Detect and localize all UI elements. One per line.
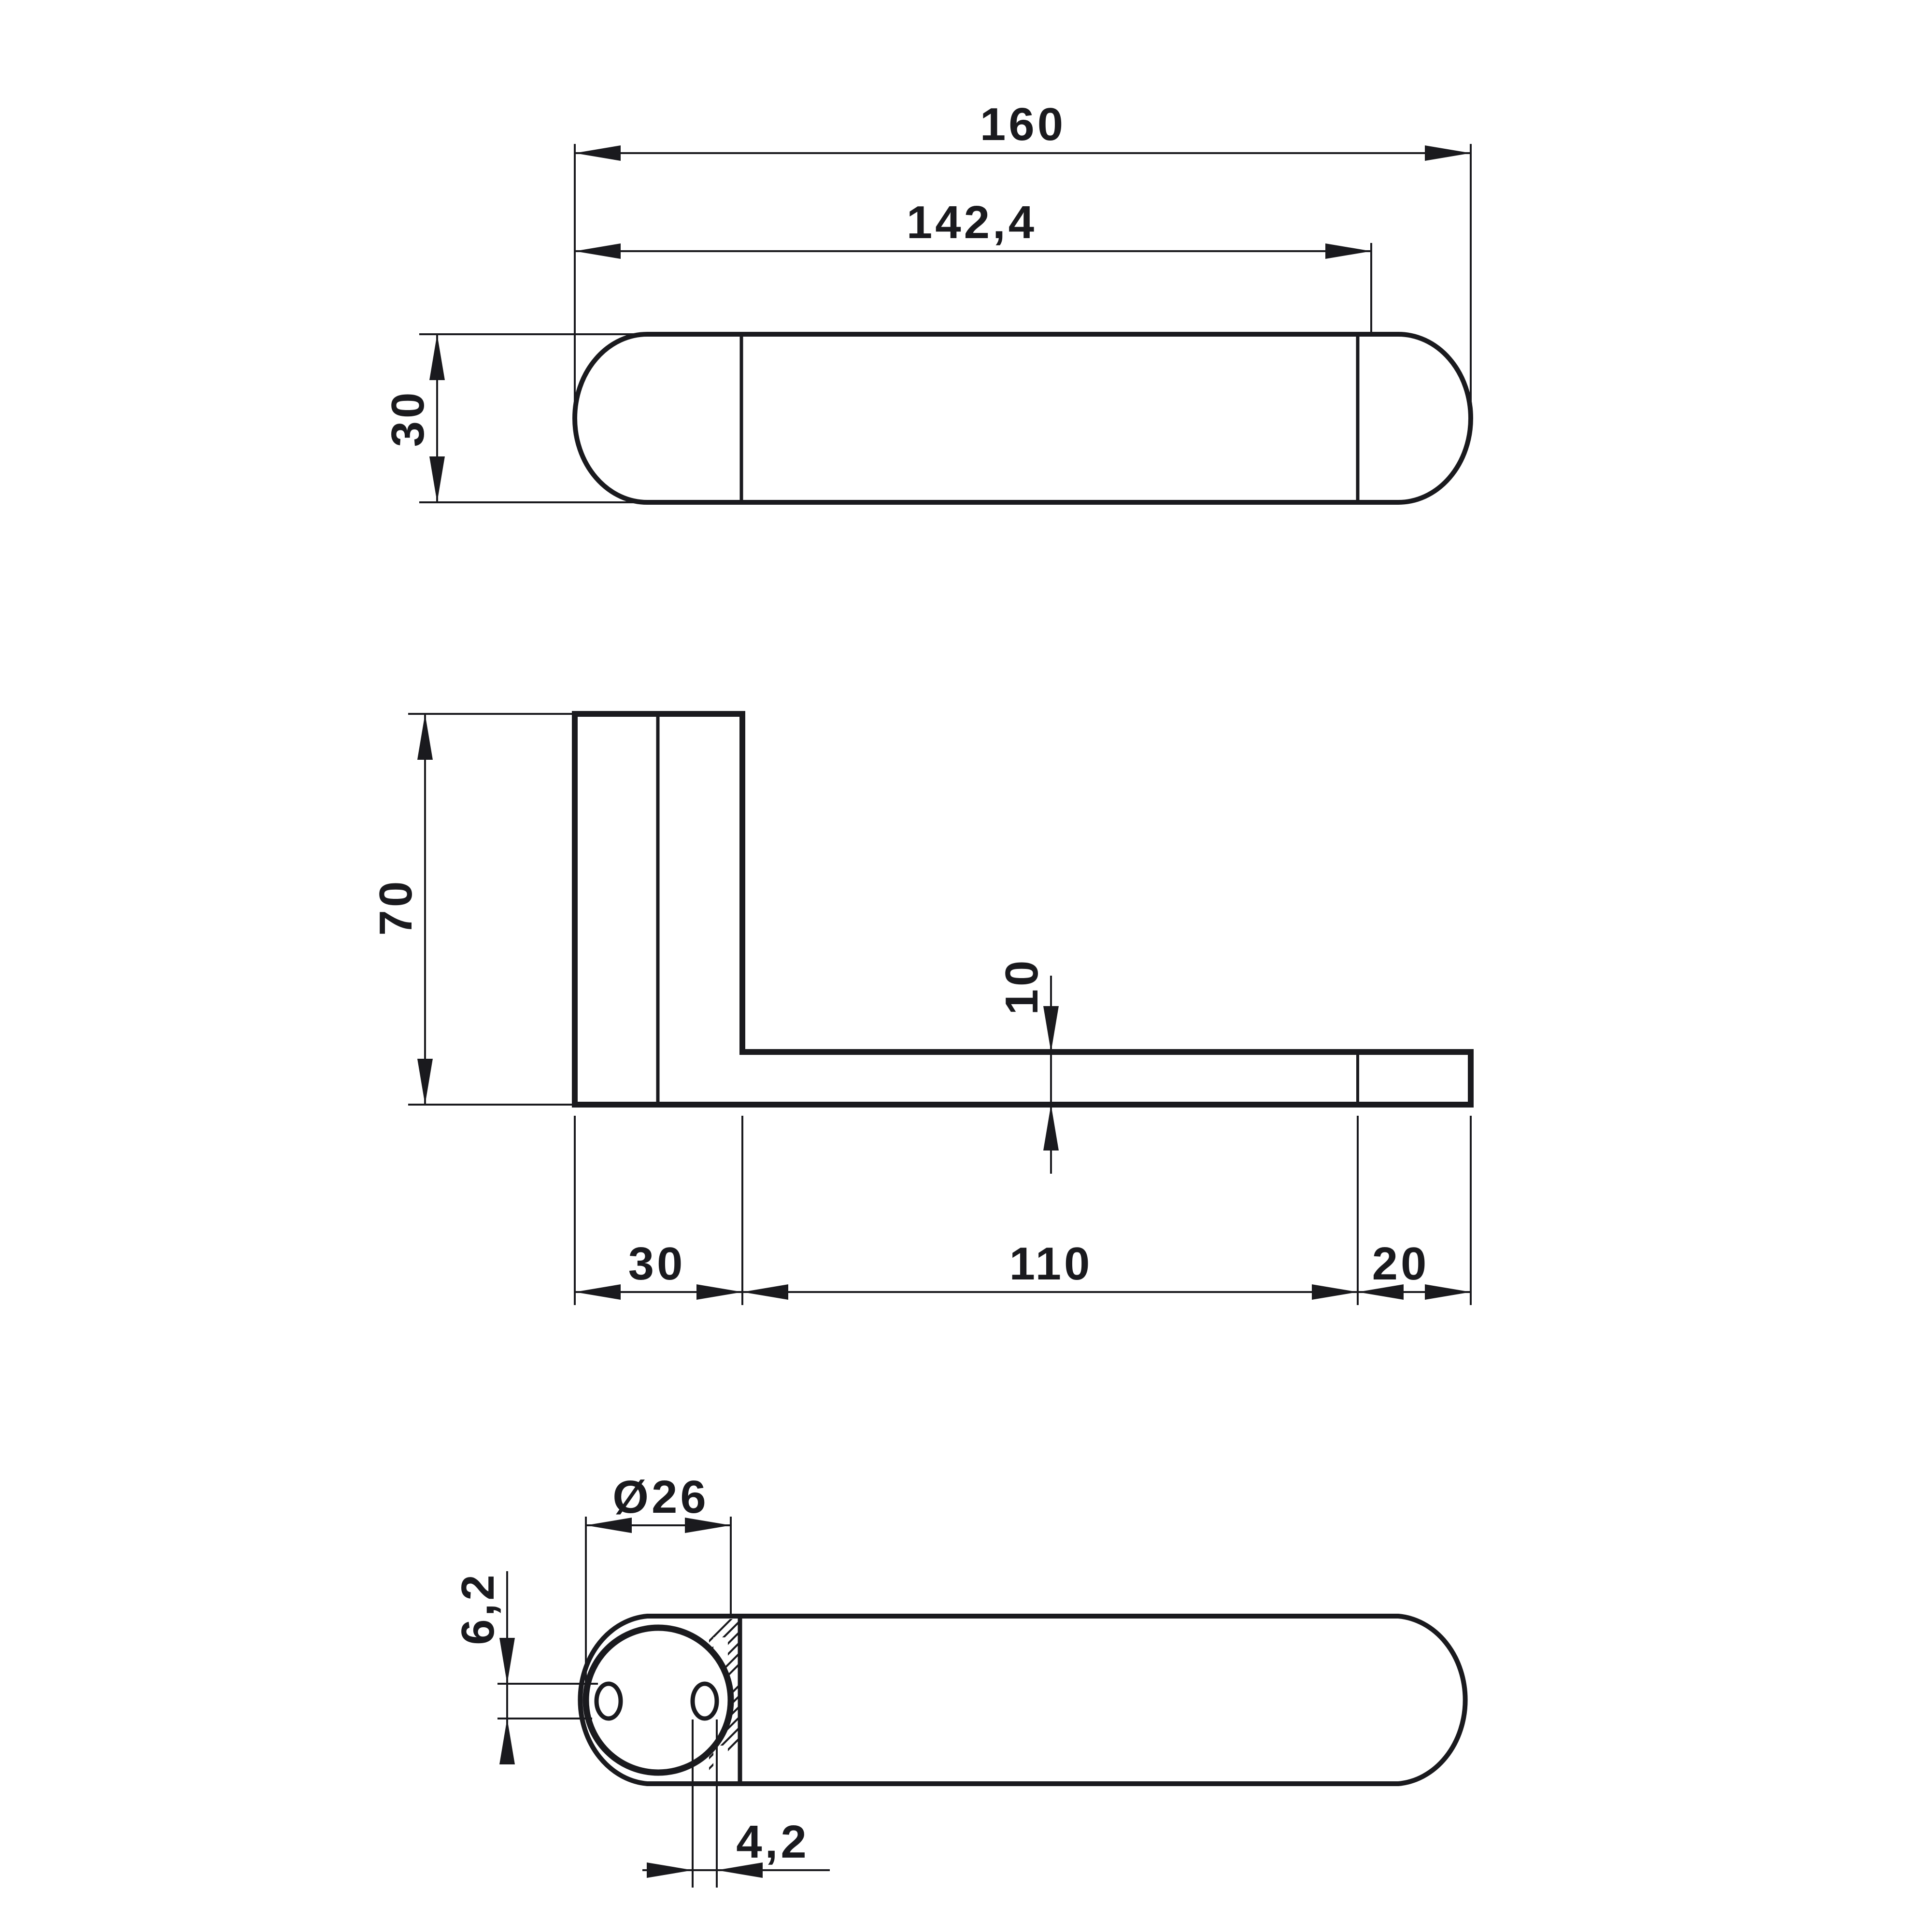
dim-6-2-label: 6,2 — [452, 1572, 504, 1645]
dim-160-label: 160 — [980, 99, 1066, 150]
dim-30-bottom-label: 30 — [628, 1238, 686, 1290]
dim-4-2-label: 4,2 — [736, 1816, 810, 1868]
mounting-hole-right — [693, 1684, 717, 1719]
dim-d26-label: Ø26 — [612, 1471, 709, 1523]
top-view-outline — [575, 334, 1471, 502]
mounting-hole-left — [597, 1684, 621, 1719]
dim-142-4-label: 142,4 — [906, 197, 1037, 248]
dim-20-label: 20 — [1372, 1238, 1430, 1290]
dim-70-label: 70 — [370, 878, 422, 936]
dim-30-top-label: 30 — [382, 389, 434, 447]
dim-10-label: 10 — [996, 957, 1048, 1015]
dim-110-label: 110 — [1009, 1238, 1093, 1290]
